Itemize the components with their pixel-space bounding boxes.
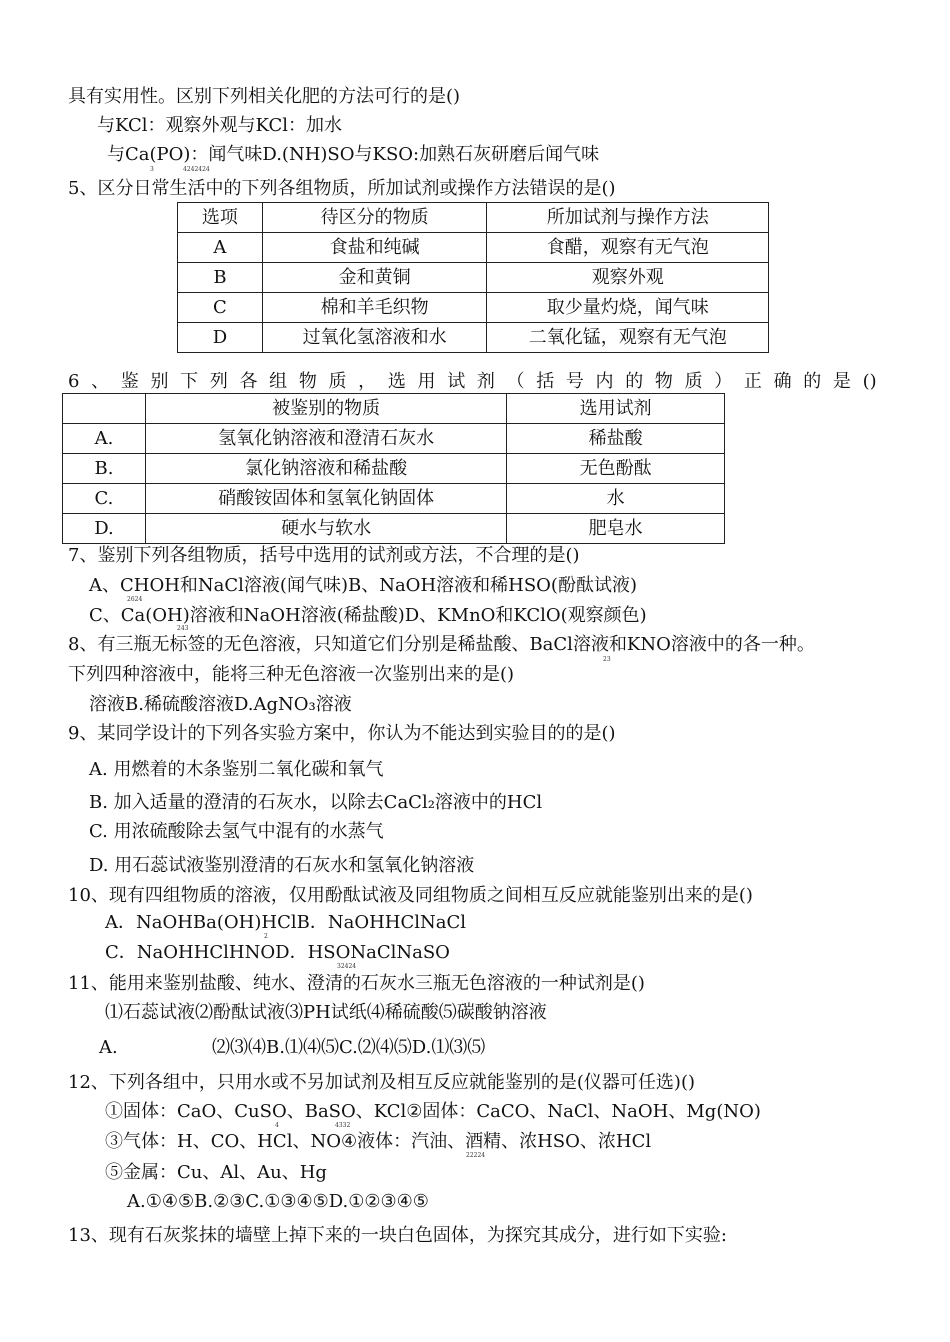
subscript-mark: 2624 (127, 596, 143, 603)
q7-options-ab: A、CHOH和NaCl溶液(闻气味)B、NaOH溶液和稀HSO(酚酞试液) (89, 575, 637, 596)
intro-line-1: 具有实用性。区别下列相关化肥的方法可行的是() (68, 86, 461, 107)
intro-line-3: 与Ca(PO)：闻气味D.(NH)SO与KSO:加熟石灰研磨后闻气味 (107, 144, 600, 165)
stem-char: 别 (150, 371, 169, 392)
stem-char: 内 (595, 371, 614, 392)
subscript-mark: 32424 (337, 963, 357, 970)
q9-option-a: A. 用燃着的木条鉴别二氧化碳和氧气 (89, 759, 384, 780)
subscript-mark: 22224 (466, 1152, 486, 1159)
q6-table (62, 393, 725, 544)
table-header-cell: 被鉴别的物质 (145, 394, 506, 424)
q10-options-cd: C．NaOHHClHNOD．HSONaClNaSO (105, 942, 450, 963)
table-cell: C. (63, 484, 146, 514)
subscript-mark: 23 (603, 656, 611, 663)
stem-char: 质 (328, 371, 347, 392)
table-header-row (178, 203, 769, 233)
table-cell: 水 (507, 484, 725, 514)
table-cell: D. (63, 514, 146, 544)
table-cell: 硬水与软水 (145, 514, 506, 544)
table-cell: 过氧化氢溶液和水 (262, 323, 487, 353)
table-cell: C (178, 293, 263, 323)
stem-char: 是 (832, 371, 851, 392)
table-header-cell: 待区分的物质 (262, 203, 487, 233)
table-cell: 氢氧化钠溶液和澄清石灰水 (145, 424, 506, 454)
q5-table (177, 202, 769, 353)
table-row (178, 323, 769, 353)
table-cell: B. (63, 454, 146, 484)
stem-char: () (862, 371, 877, 392)
stem-char: 用 (417, 371, 436, 392)
stem-char: 各 (239, 371, 258, 392)
table-cell: 食醋，观察有无气泡 (487, 233, 769, 263)
q12-line-2: ③气体：H、CO、HCl、NO④液体：汽油、酒精、浓HSO、浓HCl (105, 1131, 652, 1152)
table-cell: D (178, 323, 263, 353)
table-row (63, 424, 725, 454)
q6-stem (68, 371, 877, 393)
q8-stem-2: 下列四种溶液中，能将三种无色溶液一次鉴别出来的是() (68, 664, 515, 685)
q11-option-a: A. (99, 1037, 118, 1058)
table-header-cell (63, 394, 146, 424)
subscript-mark: 2 (264, 933, 268, 940)
table-cell: A (178, 233, 263, 263)
q5-stem: 5、区分日常生活中的下列各组物质，所加试剂或操作方法错误的是() (68, 178, 616, 199)
stem-char: 下 (180, 371, 199, 392)
stem-char: 、 (91, 371, 110, 392)
table-row (178, 233, 769, 263)
q11-items: ⑴石蕊试液⑵酚酞试液⑶PH试纸⑷稀硫酸⑸碳酸钠溶液 (105, 1002, 547, 1023)
table-row (63, 454, 725, 484)
table-header-cell: 所加试剂与操作方法 (487, 203, 769, 233)
subscript-mark: 243 (177, 625, 189, 632)
intro-line-2: 与KCl：观察外观与KCl：加水 (97, 115, 342, 136)
table-cell: 棉和羊毛织物 (262, 293, 487, 323)
q9-option-b: B. 加入适量的澄清的石灰水，以除去CaCl₂溶液中的HCl (89, 792, 543, 813)
stem-char: ， (358, 371, 377, 392)
q11-stem: 11、能用来鉴别盐酸、纯水、澄清的石灰水三瓶无色溶液的一种试剂是() (68, 973, 645, 994)
q13-stem: 13、现有石灰浆抹的墙壁上掉下来的一块白色固体，为探究其成分，进行如下实验: (68, 1225, 727, 1246)
q9-option-c: C. 用浓硫酸除去氢气中混有的水蒸气 (89, 821, 384, 842)
table-cell: 氯化钠溶液和稀盐酸 (145, 454, 506, 484)
table-cell: 无色酚酞 (507, 454, 725, 484)
table-cell: A. (63, 424, 146, 454)
table-cell: 肥皂水 (507, 514, 725, 544)
stem-char: 剂 (476, 371, 495, 392)
table-header-row (63, 394, 725, 424)
stem-char: 鉴 (120, 371, 139, 392)
stem-char: 6 (68, 371, 80, 392)
q9-stem: 9、某同学设计的下列各实验方案中，你认为不能达到实验目的的是() (68, 723, 616, 744)
subscript-mark: 4332 (335, 1122, 351, 1129)
table-cell: 取少量灼烧，闻气味 (487, 293, 769, 323)
stem-char: 选 (387, 371, 406, 392)
q8-stem-1: 8、有三瓶无标签的无色溶液，只知道它们分别是稀盐酸、BaCl溶液和KNO溶液中的各一种。 (68, 634, 815, 655)
subscript-mark: 3 (150, 166, 154, 173)
table-row (63, 514, 725, 544)
table-header-cell: 选用试剂 (507, 394, 725, 424)
q7-options-cd: C、Ca(OH)溶液和NaOH溶液(稀盐酸)D、KMnO和KClO(观察颜色) (89, 605, 647, 626)
q12-options: A.①④⑤B.②③C.①③④⑤D.①②③④⑤ (127, 1191, 429, 1212)
stem-char: 物 (298, 371, 317, 392)
table-cell: B (178, 263, 263, 293)
table-cell: 观察外观 (487, 263, 769, 293)
stem-char: 试 (447, 371, 466, 392)
q12-stem: 12、下列各组中，只用水或不另加试剂及相互反应就能鉴别的是(仪器可任选)() (68, 1072, 695, 1093)
q12-line-1: ①固体：CaO、CuSO、BaSO、KCl②固体：CaCO、NaCl、NaOH、Mg(NO) (105, 1101, 761, 1122)
table-row (63, 484, 725, 514)
stem-char: 的 (803, 371, 822, 392)
table-cell: 食盐和纯碱 (262, 233, 487, 263)
q12-line-3: ⑤金属：Cu、Al、Au、Hg (105, 1162, 327, 1183)
table-row (178, 293, 769, 323)
table-cell: 硝酸铵固体和氢氧化钠固体 (145, 484, 506, 514)
table-cell: 二氧化锰，观察有无气泡 (487, 323, 769, 353)
stem-char: 组 (269, 371, 288, 392)
stem-char: ） (714, 371, 733, 392)
q8-options: 溶液B.稀硫酸溶液D.AgNO₃溶液 (89, 694, 352, 715)
subscript-mark: 4 (275, 1122, 279, 1129)
stem-char: 列 (209, 371, 228, 392)
table-row (178, 263, 769, 293)
q10-options-ab: A．NaOHBa(OH)HClB．NaOHHClNaCl (105, 912, 467, 933)
table-header-cell: 选项 (178, 203, 263, 233)
q7-stem: 7、鉴别下列各组物质，括号中选用的试剂或方法，不合理的是() (68, 545, 580, 566)
table-cell: 金和黄铜 (262, 263, 487, 293)
table-cell: 稀盐酸 (507, 424, 725, 454)
q11-options: ⑵⑶⑷B.⑴⑷⑸C.⑵⑷⑸D.⑴⑶⑸ (212, 1037, 486, 1058)
q9-option-d: D. 用石蕊试液鉴别澄清的石灰水和氢氧化钠溶液 (89, 855, 475, 876)
stem-char: 号 (565, 371, 584, 392)
stem-char: 物 (654, 371, 673, 392)
subscript-mark: 4242424 (183, 166, 210, 173)
stem-char: 的 (625, 371, 644, 392)
stem-char: 正 (743, 371, 762, 392)
stem-char: 质 (684, 371, 703, 392)
stem-char: 括 (536, 371, 555, 392)
stem-char: （ (506, 371, 525, 392)
stem-char: 确 (773, 371, 792, 392)
q10-stem: 10、现有四组物质的溶液，仅用酚酞试液及同组物质之间相互反应就能鉴别出来的是() (68, 885, 753, 906)
